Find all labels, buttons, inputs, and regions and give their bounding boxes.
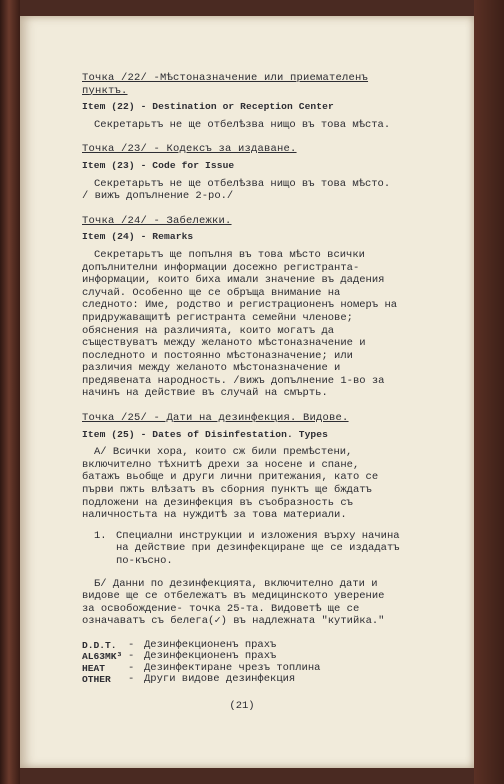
section-heading: Точка /23/ - Кодексъ за издаване. bbox=[82, 143, 297, 156]
code-description: Дезинфекционенъ прахъ bbox=[144, 650, 277, 663]
document-page bbox=[20, 16, 474, 768]
section-heading: Точка /22/ -Мѣстоназначение или приемателенъ пунктъ. bbox=[82, 72, 369, 97]
code-key: HEAT bbox=[82, 662, 106, 674]
section-subheading: Item (25) - Dates of Disinfestation. Types bbox=[82, 428, 329, 440]
paragraph-a: А/ Всички хора, които сж били премѣстени, включително тѣхнитѣ дрехи за носене и спане, батажъ вьобще и други лични притежания, като се първи пжть влѣзатъ въ сборния пунктъ ще бждатъ подложени на дезинфекция въ съобразность съ наличностьта на нуждитѣ за това материали. bbox=[82, 446, 379, 522]
code-dash: - bbox=[128, 638, 135, 651]
section-paragraph: Секретарьтъ не ще отбелѣзва нищо въ това мѣста. bbox=[94, 118, 391, 131]
section-heading: Точка /25/ - Дати на дезинфекция. Видове. bbox=[82, 412, 349, 425]
book-binding bbox=[0, 0, 20, 784]
code-row bbox=[82, 674, 402, 685]
section-paragraph: Секретарьтъ ще попълня въ това мѣсто всички допълнителни информации досежно регистранта- информации, които биха имали значение въ дадения случай. Особенно ще се обръща внимание на следното: Име, родство и регистрационенъ номеръ на придружаващитѣ регистранта семейни членове; обяснения на различията, които могатъ да съществуватъ между желаното мѣстоназначение и последното и постоянно мѣстоназначение; или различия между желаното мѣстоназначение и предявената народность. /вижъ допълнение 1-во за начинъ на действие въ случай на смърть. bbox=[82, 248, 398, 400]
section-item-24 bbox=[82, 215, 402, 400]
numbered-item-text: Специални инструкции и изложения върху начина на действие при дезинфекциране ще се издадатъ по-късно. bbox=[116, 529, 400, 567]
code-key: OTHER bbox=[82, 674, 111, 686]
paragraph-b: Б/ Данни по дезинфекцията, включително дати и видове ще се отбележатъ въ медицинското уверение за освобождение- точка 25-та. Видоветѣ ще се означаватъ съ белега(✓) въ надлежната "кутийка." bbox=[82, 577, 385, 628]
code-dash: - bbox=[128, 661, 135, 674]
code-key: AL63MK³ bbox=[82, 651, 123, 663]
section-item-22 bbox=[82, 72, 402, 131]
section-subheading: Item (24) - Remarks bbox=[82, 231, 194, 243]
section-item-23 bbox=[82, 143, 402, 202]
code-description: Дезинфекционенъ прахъ bbox=[144, 638, 277, 651]
page-content bbox=[82, 72, 402, 712]
section-heading: Точка /24/ - Забележки. bbox=[82, 214, 232, 227]
section-item-25 bbox=[82, 412, 402, 628]
section-paragraph: Секретарьтъ не ще отбелѣзва нищо въ това мѣсто. / вижъ допълнение 2-ро./ bbox=[82, 177, 391, 203]
code-description: Други видове дезинфекция bbox=[144, 673, 296, 686]
book-cover-edge bbox=[474, 0, 504, 784]
page-number: (21) bbox=[229, 699, 255, 712]
code-dash: - bbox=[128, 650, 135, 663]
disinfection-codes-list bbox=[82, 640, 402, 686]
code-key: D.D.T. bbox=[82, 639, 117, 651]
numbered-item bbox=[82, 530, 402, 568]
section-subheading: Item (22) - Destination or Reception Center bbox=[82, 101, 334, 113]
numbered-item-number: 1. bbox=[94, 529, 107, 542]
code-dash: - bbox=[128, 673, 135, 686]
section-subheading: Item (23) - Code for Issue bbox=[82, 159, 235, 171]
code-description: Дезинфектиране чрезъ топлина bbox=[144, 661, 321, 674]
